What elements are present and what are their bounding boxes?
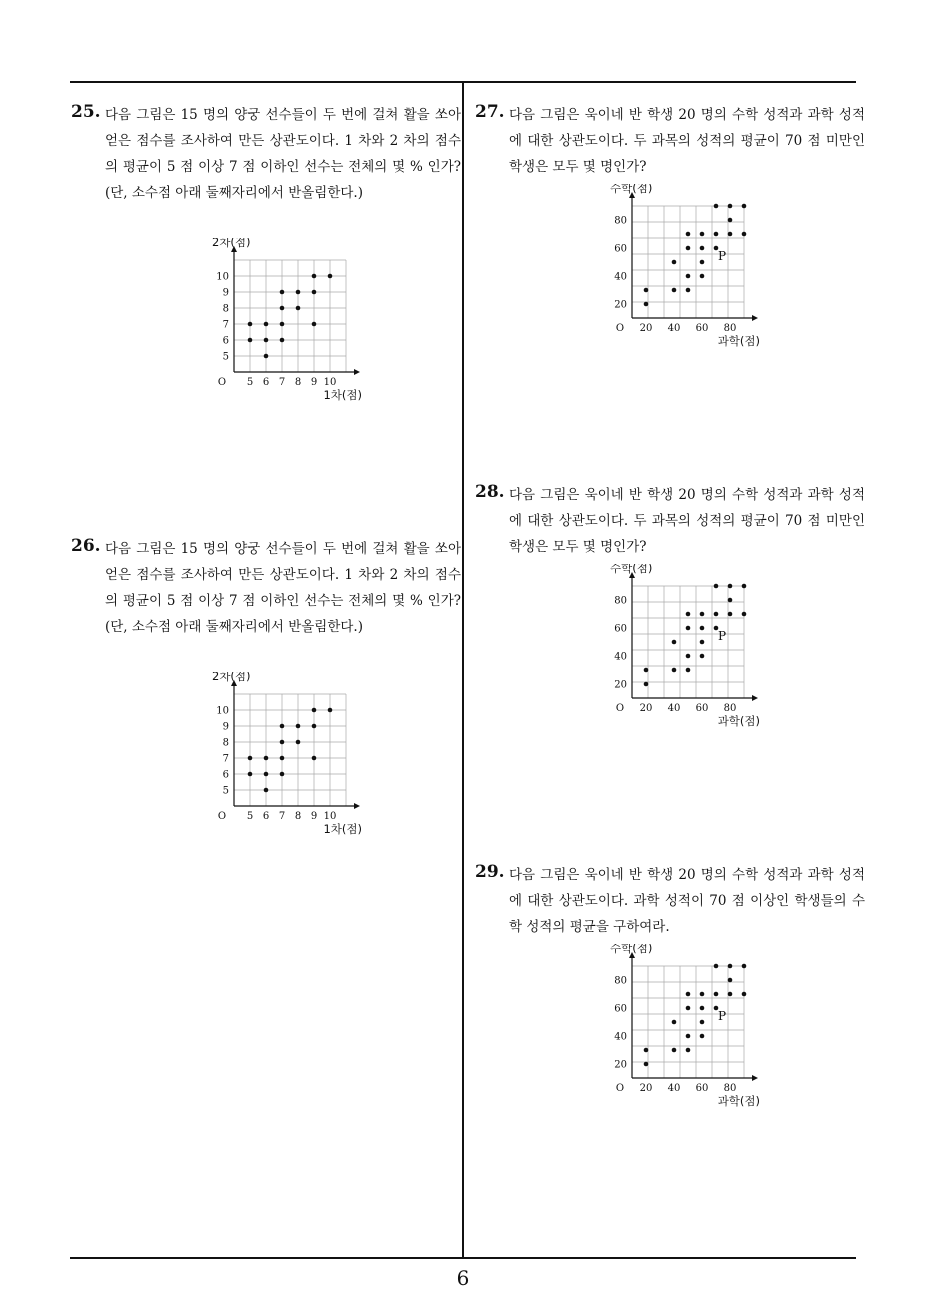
x-tick-label: 80 (723, 1083, 737, 1094)
problem-text: 다음 그림은 욱이네 반 학생 20 명의 수학 성적과 과학 성적에 대한 상관도이다. 두 과목의 성적의 평균이 70 점 미만인 학생은 모두 몇 명인가? (509, 487, 865, 555)
y-tick-label: 60 (614, 1003, 627, 1015)
problem-text: 다음 그림은 욱이네 반 학생 20 명의 수학 성적과 과학 성적에 대한 상관도이다. 과학 성적이 70 점 이상인 학생들의 수학 성적의 평균을 구하여라. (509, 867, 865, 935)
y-axis-title: 수학(점) (610, 184, 653, 195)
x-axis-title: 1차(점) (323, 822, 362, 836)
x-tick-label: 10 (323, 377, 337, 388)
data-point (700, 612, 705, 617)
data-point (700, 246, 705, 251)
data-point (742, 612, 747, 617)
problem-number: 26. (71, 536, 101, 556)
x-tick-label: 40 (667, 1083, 681, 1094)
x-tick-label: 60 (695, 323, 709, 334)
data-point (672, 1020, 677, 1025)
data-point (264, 322, 269, 327)
data-point (296, 724, 301, 729)
data-point (672, 260, 677, 265)
x-axis-arrow (354, 803, 360, 809)
data-point (686, 992, 691, 997)
y-tick-label: 9 (222, 721, 229, 733)
problem-28 (475, 482, 865, 560)
data-point (714, 232, 719, 237)
data-point (728, 204, 733, 209)
data-point (644, 682, 649, 687)
x-tick-label: 6 (262, 811, 270, 822)
data-point (296, 290, 301, 295)
data-point (728, 978, 733, 983)
data-point (644, 288, 649, 293)
problem-text: 다음 그림은 15 명의 양궁 선수들이 두 번에 걸쳐 활을 쏘아 얻은 점수를 조사하여 만든 상관도이다. 1 차와 2 차의 점수의 평균이 5 점 이상 7 점 이하인 선수는 전체의 몇 % 인가? (단, 소수점 아래 둘째자리에서 반올림한다.) (105, 541, 461, 635)
problem-number: 25. (71, 102, 101, 122)
data-point (742, 992, 747, 997)
data-point (312, 756, 317, 761)
x-tick-label: 7 (278, 377, 286, 388)
origin-label: O (217, 377, 227, 388)
scatter-plot (198, 672, 368, 842)
data-point (248, 322, 253, 327)
data-point (312, 724, 317, 729)
data-point (672, 288, 677, 293)
point-label: P (718, 249, 727, 263)
chart-math-science-27 (596, 184, 766, 358)
data-point (280, 290, 285, 295)
point-label: P (718, 1009, 727, 1023)
x-axis-arrow (752, 315, 758, 321)
problem-text: 다음 그림은 15 명의 양궁 선수들이 두 번에 걸쳐 활을 쏘아 얻은 점수를 조사하여 만든 상관도이다. 1 차와 2 차의 점수의 평균이 5 점 이상 7 점 이하인 선수는 전체의 몇 % 인가? (단, 소수점 아래 둘째자리에서 반올림한다.) (105, 107, 461, 201)
y-tick-label: 10 (216, 271, 229, 283)
data-point (264, 354, 269, 359)
y-tick-label: 80 (614, 975, 627, 987)
data-point (280, 740, 285, 745)
x-tick-label: 6 (262, 377, 270, 388)
data-point (280, 322, 285, 327)
y-tick-label: 6 (222, 335, 229, 347)
data-point (686, 668, 691, 673)
problem-27 (475, 102, 865, 180)
origin-label: O (615, 703, 625, 714)
data-point (264, 756, 269, 761)
data-point (742, 204, 747, 209)
y-axis-title: 2차(점) (212, 672, 251, 683)
problem-26 (71, 536, 461, 640)
data-point (728, 232, 733, 237)
chart-math-science-28 (596, 564, 766, 738)
y-axis-title: 수학(점) (610, 564, 653, 575)
y-tick-label: 80 (614, 595, 627, 607)
data-point (264, 338, 269, 343)
data-point (280, 772, 285, 777)
x-tick-label: 20 (639, 323, 653, 334)
problem-text: 다음 그림은 욱이네 반 학생 20 명의 수학 성적과 과학 성적에 대한 상관도이다. 두 과목의 성적의 평균이 70 점 미만인 학생은 모두 몇 명인가? (509, 107, 865, 175)
data-point (672, 668, 677, 673)
data-point (686, 274, 691, 279)
data-point (672, 1048, 677, 1053)
data-point (280, 724, 285, 729)
x-axis-arrow (752, 695, 758, 701)
data-point (280, 338, 285, 343)
data-point (714, 612, 719, 617)
data-point (280, 306, 285, 311)
y-tick-label: 40 (614, 271, 627, 283)
data-point (742, 964, 747, 969)
chart-archery-26 (198, 672, 368, 846)
data-point (728, 218, 733, 223)
x-axis-arrow (752, 1075, 758, 1081)
data-point (686, 232, 691, 237)
x-tick-label: 60 (695, 1083, 709, 1094)
scatter-plot (198, 238, 368, 408)
x-tick-label: 10 (323, 811, 337, 822)
data-point (312, 322, 317, 327)
data-point (644, 1048, 649, 1053)
y-tick-label: 6 (222, 769, 229, 781)
y-tick-label: 80 (614, 215, 627, 227)
bottom-rule (70, 1257, 856, 1259)
data-point (296, 740, 301, 745)
data-point (700, 626, 705, 631)
x-axis-title: 과학(점) (717, 1094, 760, 1108)
x-axis-title: 과학(점) (717, 334, 760, 348)
data-point (728, 964, 733, 969)
x-axis-title: 과학(점) (717, 714, 760, 728)
scatter-plot (596, 944, 766, 1114)
data-point (700, 640, 705, 645)
x-tick-label: 40 (667, 323, 681, 334)
data-point (714, 204, 719, 209)
data-point (686, 626, 691, 631)
y-tick-label: 10 (216, 705, 229, 717)
y-tick-label: 7 (222, 753, 229, 765)
x-tick-label: 9 (310, 377, 318, 388)
data-point (728, 612, 733, 617)
data-point (700, 260, 705, 265)
x-tick-label: 7 (278, 811, 286, 822)
scatter-plot (596, 184, 766, 354)
x-tick-label: 80 (723, 703, 737, 714)
x-tick-label: 5 (246, 811, 254, 822)
x-tick-label: 20 (639, 1083, 653, 1094)
data-point (312, 290, 317, 295)
y-tick-label: 9 (222, 287, 229, 299)
y-tick-label: 40 (614, 651, 627, 663)
data-point (742, 232, 747, 237)
data-point (328, 274, 333, 279)
x-tick-label: 9 (310, 811, 318, 822)
point-label: P (718, 629, 727, 643)
data-point (686, 612, 691, 617)
data-point (728, 992, 733, 997)
page-number: 6 (456, 1266, 470, 1290)
data-point (728, 598, 733, 603)
data-point (686, 1048, 691, 1053)
y-tick-label: 20 (614, 299, 627, 311)
problem-25 (71, 102, 461, 206)
data-point (714, 584, 719, 589)
data-point (700, 1006, 705, 1011)
problem-29 (475, 862, 865, 940)
x-axis-title: 1차(점) (323, 388, 362, 402)
data-point (644, 668, 649, 673)
data-point (700, 1034, 705, 1039)
chart-math-science-29 (596, 944, 766, 1118)
y-tick-label: 40 (614, 1031, 627, 1043)
y-tick-label: 7 (222, 319, 229, 331)
problem-number: 27. (475, 102, 505, 122)
data-point (700, 992, 705, 997)
y-tick-label: 8 (222, 737, 229, 749)
data-point (686, 246, 691, 251)
data-point (686, 1006, 691, 1011)
data-point (280, 756, 285, 761)
data-point (264, 772, 269, 777)
problem-number: 28. (475, 482, 505, 502)
data-point (312, 708, 317, 713)
origin-label: O (615, 323, 625, 334)
problem-number: 29. (475, 862, 505, 882)
scatter-plot (596, 564, 766, 734)
y-tick-label: 8 (222, 303, 229, 315)
y-tick-label: 60 (614, 243, 627, 255)
data-point (700, 274, 705, 279)
y-tick-label: 5 (222, 785, 229, 797)
data-point (728, 584, 733, 589)
data-point (644, 302, 649, 307)
data-point (264, 788, 269, 793)
data-point (700, 1020, 705, 1025)
data-point (644, 1062, 649, 1067)
data-point (248, 756, 253, 761)
x-tick-label: 20 (639, 703, 653, 714)
data-point (248, 772, 253, 777)
y-axis-title: 2차(점) (212, 238, 251, 249)
data-point (328, 708, 333, 713)
data-point (700, 654, 705, 659)
data-point (296, 306, 301, 311)
x-tick-label: 80 (723, 323, 737, 334)
y-axis-title: 수학(점) (610, 944, 653, 955)
x-tick-label: 40 (667, 703, 681, 714)
chart-archery-25 (198, 238, 368, 412)
x-tick-label: 5 (246, 377, 254, 388)
x-tick-label: 60 (695, 703, 709, 714)
data-point (714, 964, 719, 969)
data-point (686, 654, 691, 659)
origin-label: O (615, 1083, 625, 1094)
data-point (742, 584, 747, 589)
data-point (714, 992, 719, 997)
x-tick-label: 8 (294, 811, 302, 822)
y-tick-label: 60 (614, 623, 627, 635)
y-tick-label: 20 (614, 679, 627, 691)
x-axis-arrow (354, 369, 360, 375)
data-point (686, 288, 691, 293)
data-point (312, 274, 317, 279)
y-tick-label: 5 (222, 351, 229, 363)
data-point (248, 338, 253, 343)
data-point (686, 1034, 691, 1039)
column-divider (462, 83, 464, 1257)
data-point (672, 640, 677, 645)
x-tick-label: 8 (294, 377, 302, 388)
data-point (700, 232, 705, 237)
y-tick-label: 20 (614, 1059, 627, 1071)
origin-label: O (217, 811, 227, 822)
